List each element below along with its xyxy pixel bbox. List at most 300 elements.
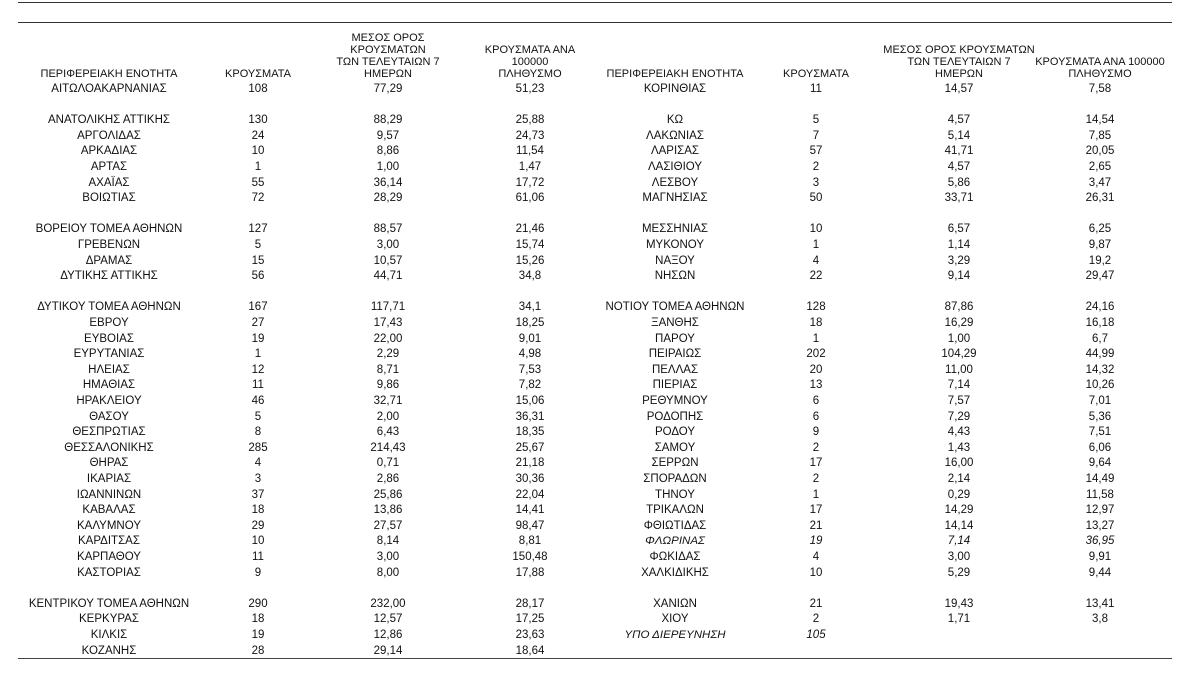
table-row: [600, 113, 1172, 129]
cases-cell: 6: [812, 395, 820, 407]
avg7-cell: 7,14: [947, 535, 971, 548]
region-cell: ΦΩΚΙΔΑΣ: [649, 551, 701, 563]
per100k-cell: 7,82: [518, 379, 542, 392]
table-row: [600, 612, 1172, 628]
header-per100k: ΚΡΟΥΣΜΑΤΑ ΑΝΑ 100000 ΠΛΗΘΥΣΜΟ: [1035, 56, 1165, 80]
table-row: [18, 488, 600, 504]
cases-cell: 19: [251, 629, 265, 641]
cases-cell: 105: [806, 629, 826, 641]
table-row: [18, 472, 600, 488]
cases-cell: 18: [251, 613, 265, 626]
table-row: [600, 503, 1172, 519]
table-row: [600, 566, 1172, 582]
per100k-cell: 7,53: [518, 363, 542, 376]
per100k-cell: 36,31: [515, 410, 545, 423]
cases-cell: 18: [809, 317, 823, 329]
region-cell: ΣΠΟΡΑΔΩΝ: [643, 473, 707, 485]
region-cell: ΚΙΛΚΙΣ: [90, 629, 128, 641]
cases-cell: 130: [248, 114, 268, 127]
cases-cell: 167: [248, 301, 268, 314]
avg7-cell: 2,00: [376, 410, 400, 423]
region-cell: ΚΑΣΤΟΡΙΑΣ: [77, 566, 141, 579]
cases-cell: 37: [251, 488, 265, 501]
table-row: [18, 176, 600, 192]
region-cell: ΕΒΡΟΥ: [89, 317, 129, 329]
per100k-cell: 28,17: [515, 597, 545, 610]
avg7-cell: 104,29: [941, 348, 977, 361]
table-row: [600, 222, 1172, 238]
per100k-cell: 2,65: [1088, 161, 1112, 173]
region-cell: ΗΛΕΙΑΣ: [88, 363, 130, 376]
avg7-cell: 10,57: [373, 254, 403, 267]
avg7-cell: 2,86: [376, 473, 400, 485]
cases-cell: 2: [812, 473, 820, 485]
table-row: [600, 269, 1172, 285]
cases-cell: 285: [248, 441, 268, 454]
region-cell: ΕΥΡΥΤΑΝΙΑΣ: [73, 348, 145, 361]
cases-cell: 3: [254, 473, 262, 485]
per100k-cell: 3,8: [1092, 613, 1108, 626]
avg7-cell: 3,00: [947, 551, 971, 563]
cases-cell: 46: [251, 395, 265, 407]
per100k-cell: 20,05: [1085, 145, 1115, 158]
table-row: [600, 488, 1172, 504]
cases-cell: 1: [254, 348, 262, 361]
per100k-cell: 17,72: [515, 176, 545, 189]
per100k-cell: 15,26: [515, 254, 545, 267]
per100k-cell: 9,91: [1088, 551, 1112, 563]
avg7-cell: 32,71: [373, 395, 403, 407]
region-cell: ΣΕΡΡΩΝ: [651, 457, 699, 470]
avg7-cell: 7,29: [947, 410, 971, 423]
region-cell: ΚΟΡΙΝΘΙΑΣ: [643, 83, 707, 95]
table-row: [18, 300, 600, 316]
per100k-cell: 16,18: [1085, 317, 1115, 329]
per100k-cell: 25,67: [515, 441, 545, 454]
region-cell: ΑΧΑΪΑΣ: [88, 176, 130, 189]
per100k-cell: 10,26: [1085, 379, 1115, 392]
avg7-cell: 14,57: [944, 83, 974, 95]
region-cell: ΓΡΕΒΕΝΩΝ: [77, 239, 141, 251]
table-row: [600, 597, 1172, 613]
per100k-cell: 13,41: [1085, 597, 1115, 610]
cases-cell: 21: [809, 519, 823, 532]
region-cell: ΛΕΣΒΟΥ: [651, 176, 699, 189]
cases-cell: 5: [812, 114, 820, 127]
cases-cell: 56: [251, 270, 265, 283]
cases-cell: 11: [810, 83, 822, 95]
region-cell: ΠΕΙΡΑΙΩΣ: [648, 348, 702, 361]
avg7-cell: 77,29: [373, 83, 403, 95]
avg7-cell: 232,00: [370, 597, 406, 610]
per100k-cell: 14,49: [1085, 473, 1115, 485]
header-avg7: ΜΕΣΟΣ ΟΡΟΣ ΚΡΟΥΣΜΑΤΩΝ ΤΩΝ ΤΕΛΕΥΤΑΙΩΝ 7 ΗΜΕΡΩΝ: [883, 44, 1035, 80]
region-cell: ΔΡΑΜΑΣ: [85, 254, 133, 267]
cases-cell: 1: [254, 161, 262, 173]
avg7-cell: 9,14: [947, 270, 971, 283]
avg7-cell: 2,29: [376, 348, 400, 361]
table-row: [600, 363, 1172, 379]
region-cell: ΠΑΡΟΥ: [655, 332, 695, 345]
header-region: ΠΕΡΙΦΕΡΕΙΑΚΗ ΕΝΟΤΗΤΑ: [40, 68, 178, 80]
cases-cell: 127: [248, 223, 268, 236]
avg7-cell: 1,71: [947, 613, 971, 626]
per100k-cell: 6,25: [1088, 223, 1112, 236]
table-row: [600, 550, 1172, 566]
cases-cell: 9: [254, 566, 262, 579]
cases-cell: 72: [251, 192, 265, 205]
header-cases: ΚΡΟΥΣΜΑΤΑ: [783, 68, 849, 80]
cases-cell: 10: [809, 566, 823, 579]
region-cell: ΝΟΤΙΟΥ ΤΟΜΕΑ ΑΘΗΝΩΝ: [605, 301, 745, 314]
per100k-cell: 11,54: [516, 145, 544, 158]
table-row: [18, 269, 600, 285]
per100k-cell: 9,87: [1088, 239, 1112, 251]
table-row: [18, 550, 600, 566]
per100k-cell: 26,31: [1085, 192, 1115, 205]
region-cell: ΙΩΑΝΝΙΝΩΝ: [76, 488, 142, 501]
per100k-cell: 12,97: [1085, 504, 1115, 517]
cases-cell: 3: [812, 176, 820, 189]
avg7-cell: 44,71: [373, 270, 403, 283]
region-cell: ΔΥΤΙΚΗΣ ΑΤΤΙΚΗΣ: [60, 270, 158, 283]
cases-cell: 29: [251, 519, 265, 532]
table-row: [600, 160, 1172, 176]
table-row: [18, 113, 600, 129]
avg7-cell: 4,43: [947, 426, 971, 439]
table-row: [18, 144, 600, 160]
avg7-cell: 3,29: [947, 254, 971, 267]
region-cell: ΑΡΤΑΣ: [90, 161, 128, 173]
cases-cell: 1: [812, 488, 820, 501]
avg7-cell: 5,29: [947, 566, 971, 579]
region-cell: ΠΙΕΡΙΑΣ: [652, 379, 698, 392]
avg7-cell: 16,00: [944, 457, 974, 470]
avg7-cell: 9,86: [376, 379, 400, 392]
region-cell: ΑΝΑΤΟΛΙΚΗΣ ΑΤΤΙΚΗΣ: [47, 114, 170, 127]
per100k-cell: 51,23: [515, 83, 545, 95]
table-row: [600, 82, 1172, 98]
avg7-cell: 1,43: [947, 441, 971, 454]
cases-cell: 6: [812, 410, 820, 423]
region-cell: ΤΡΙΚΑΛΩΝ: [646, 504, 704, 517]
per100k-cell: 22,04: [515, 488, 545, 501]
region-cell: ΒΟΡΕΙΟΥ ΤΟΜΕΑ ΑΘΗΝΩΝ: [35, 223, 183, 236]
cases-cell: 21: [809, 597, 823, 610]
region-cell: ΤΗΝΟΥ: [655, 488, 695, 501]
per100k-cell: 14,32: [1085, 363, 1115, 376]
cases-cell: 13: [809, 379, 823, 392]
region-cell: ΧΙΟΥ: [661, 613, 689, 626]
region-cell: ΗΜΑΘΙΑΣ: [82, 379, 136, 392]
avg7-cell: 29,14: [373, 644, 403, 657]
region-cell: ΚΕΝΤΡΙΚΟΥ ΤΟΜΕΑ ΑΘΗΝΩΝ: [28, 597, 190, 610]
left-table-header: [18, 32, 600, 80]
region-cell: ΜΕΣΣΗΝΙΑΣ: [641, 223, 709, 236]
cases-cell: 18: [251, 504, 265, 517]
cases-cell: 19: [251, 332, 265, 345]
avg7-cell: 5,14: [947, 129, 971, 142]
avg7-cell: 3,00: [376, 239, 400, 251]
region-cell: ΞΑΝΘΗΣ: [651, 317, 699, 329]
table-row: [18, 519, 600, 535]
table-row: [18, 534, 600, 550]
region-cell: ΕΥΒΟΙΑΣ: [84, 332, 134, 345]
per100k-cell: 17,25: [515, 613, 545, 626]
cases-cell: 22: [809, 270, 823, 283]
per100k-cell: 13,27: [1085, 519, 1115, 532]
table-row: [18, 191, 600, 207]
per100k-cell: 29,47: [1085, 270, 1115, 283]
table-row: [18, 347, 600, 363]
cases-cell: 128: [806, 301, 826, 314]
header-per100k: ΚΡΟΥΣΜΑΤΑ ΑΝΑ 100000 ΠΛΗΘΥΣΜΟ: [484, 44, 576, 80]
table-row: [18, 160, 600, 176]
region-cell: ΑΙΤΩΛΟΑΚΑΡΝΑΝΙΑΣ: [51, 83, 167, 95]
cases-cell: 27: [251, 317, 265, 329]
region-cell: ΧΑΝΙΩΝ: [653, 597, 697, 610]
header-cases: ΚΡΟΥΣΜΑΤΑ: [225, 68, 291, 80]
cases-cell: 55: [251, 176, 265, 189]
avg7-cell: 17,43: [373, 317, 403, 329]
table-row: [600, 347, 1172, 363]
avg7-cell: 33,71: [944, 192, 974, 205]
region-cell: ΘΕΣΠΡΩΤΙΑΣ: [72, 426, 146, 439]
per100k-cell: 61,06: [515, 192, 545, 205]
cases-cell: 17: [809, 504, 823, 517]
per100k-cell: 3,47: [1088, 176, 1112, 189]
avg7-cell: 8,14: [376, 535, 400, 548]
region-cell: ΧΑΛΚΙΔΙΚΗΣ: [641, 566, 709, 579]
cases-cell: 12: [251, 363, 265, 376]
avg7-cell: 1,14: [947, 239, 971, 251]
avg7-cell: 6,57: [947, 223, 971, 236]
per100k-cell: 24,16: [1085, 301, 1115, 314]
table-row: [600, 332, 1172, 348]
region-cell: ΡΟΔΟΠΗΣ: [646, 410, 704, 423]
per100k-cell: 18,64: [515, 644, 545, 657]
avg7-cell: 88,57: [373, 223, 403, 236]
cases-cell: 202: [806, 348, 826, 361]
table-row: [600, 191, 1172, 207]
cases-cell: 19: [809, 535, 823, 548]
region-cell: ΚΕΡΚΥΡΑΣ: [79, 613, 139, 626]
table-row: [18, 612, 600, 628]
region-cell: ΘΗΡΑΣ: [89, 457, 129, 470]
table-row: [18, 378, 600, 394]
per100k-cell: 7,58: [1088, 83, 1112, 95]
avg7-cell: 19,43: [944, 597, 974, 610]
table-row: [18, 597, 600, 613]
cases-cell: 15: [251, 254, 265, 267]
per100k-cell: 11,58: [1086, 488, 1114, 501]
avg7-cell: 117,71: [370, 301, 406, 314]
header-region: ΠΕΡΙΦΕΡΕΙΑΚΗ ΕΝΟΤΗΤΑ: [606, 68, 744, 80]
cases-cell: 10: [251, 145, 265, 158]
avg7-cell: 1,00: [376, 161, 400, 173]
avg7-cell: 8,00: [376, 566, 400, 579]
avg7-cell: 14,29: [944, 504, 974, 517]
table-row: [18, 503, 600, 519]
per100k-cell: 44,99: [1085, 348, 1115, 361]
avg7-cell: 41,71: [944, 145, 974, 158]
avg7-cell: 2,14: [947, 473, 971, 485]
table-row: [600, 534, 1172, 550]
region-cell: ΡΟΔΟΥ: [654, 426, 696, 439]
per100k-cell: 15,06: [515, 395, 545, 407]
table-row: [18, 254, 600, 270]
avg7-cell: 13,86: [373, 504, 403, 517]
cases-cell: 10: [251, 535, 265, 548]
per100k-cell: 7,85: [1088, 129, 1112, 142]
left-table: [18, 0, 600, 676]
per100k-cell: 4,98: [518, 348, 542, 361]
region-cell: ΡΕΘΥΜΝΟΥ: [642, 395, 708, 407]
avg7-cell: 5,86: [947, 176, 971, 189]
per100k-cell: 98,47: [515, 519, 545, 532]
cases-cell: 108: [248, 83, 268, 95]
per100k-cell: 21,46: [515, 223, 545, 236]
cases-cell: 57: [809, 145, 823, 158]
right-table-header: [600, 36, 1172, 80]
region-cell: ΦΘΙΩΤΙΔΑΣ: [643, 519, 707, 532]
table-row: [600, 394, 1172, 410]
table-row: [600, 472, 1172, 488]
table-row: [600, 176, 1172, 192]
table-row: [18, 456, 600, 472]
avg7-cell: 4,57: [947, 161, 971, 173]
cases-cell: 11: [252, 551, 264, 563]
per100k-cell: 34,1: [518, 301, 542, 314]
cases-cell: 9: [812, 426, 820, 439]
header-avg7: ΜΕΣΟΣ ΟΡΟΣ ΚΡΟΥΣΜΑΤΩΝ ΤΩΝ ΤΕΛΕΥΤΑΙΩΝ 7 ΗΜΕΡΩΝ: [336, 32, 440, 80]
avg7-cell: 11,00: [945, 363, 973, 376]
cases-cell: 5: [254, 239, 262, 251]
per100k-cell: 19,2: [1088, 254, 1112, 267]
cases-cell: 28: [251, 644, 265, 657]
per100k-cell: 9,01: [518, 332, 542, 345]
table-row: [18, 129, 600, 145]
avg7-cell: 22,00: [373, 332, 403, 345]
per100k-cell: 18,25: [515, 317, 545, 329]
cases-cell: 24: [251, 129, 265, 142]
table-row: [600, 129, 1172, 145]
avg7-cell: 12,86: [373, 629, 403, 641]
per100k-cell: 1,47: [518, 161, 542, 173]
avg7-cell: 1,00: [947, 332, 971, 345]
per100k-cell: 7,01: [1088, 395, 1112, 407]
table-row: [600, 300, 1172, 316]
region-cell: ΝΑΞΟΥ: [655, 254, 695, 267]
table-row: [600, 254, 1172, 270]
table-row: [18, 222, 600, 238]
region-cell: ΚΟΖΑΝΗΣ: [81, 644, 137, 657]
per100k-cell: 25,88: [515, 114, 545, 127]
cases-cell: 11: [252, 379, 264, 392]
region-cell: ΛΑΡΙΣΑΣ: [650, 145, 700, 158]
per100k-cell: 24,73: [515, 129, 545, 142]
per100k-cell: 34,8: [518, 270, 542, 283]
avg7-cell: 8,71: [376, 363, 400, 376]
table-row: [600, 628, 1172, 644]
table-row: [600, 519, 1172, 535]
cases-cell: 2: [812, 613, 820, 626]
per100k-cell: 6,06: [1088, 441, 1112, 454]
cases-cell: 10: [809, 223, 823, 236]
per100k-cell: 17,88: [515, 566, 545, 579]
per100k-cell: 7,51: [1088, 426, 1112, 439]
avg7-cell: 214,43: [370, 441, 406, 454]
avg7-cell: 87,86: [944, 301, 974, 314]
table-row: [600, 378, 1172, 394]
region-cell: ΙΚΑΡΙΑΣ: [86, 473, 132, 485]
table-row: [18, 332, 600, 348]
per100k-cell: 6,7: [1092, 332, 1108, 345]
cases-cell: 8: [254, 426, 262, 439]
per100k-cell: 18,35: [515, 426, 545, 439]
region-cell: ΘΑΣΟΥ: [89, 410, 129, 423]
region-cell: ΘΕΣΣΑΛΟΝΙΚΗΣ: [64, 441, 154, 454]
per100k-cell: 14,41: [515, 504, 545, 517]
right-table: [600, 0, 1172, 676]
per100k-cell: 14,54: [1085, 114, 1115, 127]
region-cell: ΛΑΚΩΝΙΑΣ: [646, 129, 704, 142]
bottom-border-line: [18, 658, 1172, 659]
region-cell: ΚΩ: [666, 114, 684, 127]
table-row: [600, 144, 1172, 160]
table-row: [18, 425, 600, 441]
table-row: [18, 394, 600, 410]
table-row: [600, 456, 1172, 472]
per100k-cell: 9,44: [1088, 566, 1112, 579]
avg7-cell: 88,29: [373, 114, 403, 127]
cases-cell: 5: [254, 410, 262, 423]
region-cell: ΑΡΚΑΔΙΑΣ: [80, 145, 138, 158]
region-cell: ΣΑΜΟΥ: [654, 441, 696, 454]
per100k-cell: 15,74: [515, 239, 545, 251]
avg7-cell: 25,86: [373, 488, 403, 501]
avg7-cell: 4,57: [947, 114, 971, 127]
table-row: [600, 410, 1172, 426]
avg7-cell: 7,57: [947, 395, 971, 407]
cases-cell: 4: [812, 254, 820, 267]
per100k-cell: 8,81: [518, 535, 542, 548]
table-row: [18, 644, 600, 660]
cases-cell: 1: [812, 332, 820, 345]
region-cell: ΝΗΣΩΝ: [654, 270, 696, 283]
avg7-cell: 0,29: [947, 488, 971, 501]
per100k-cell: 150,48: [512, 551, 548, 563]
cases-cell: 17: [809, 457, 823, 470]
per100k-cell: 36,95: [1085, 535, 1115, 548]
region-cell: ΥΠΟ ΔΙΕΡΕΥΝΗΣΗ: [624, 629, 726, 641]
per100k-cell: 30,36: [515, 473, 545, 485]
avg7-cell: 16,29: [944, 317, 974, 329]
cases-cell: 2: [812, 441, 820, 454]
cases-cell: 290: [248, 597, 268, 610]
table-row: [600, 238, 1172, 254]
region-cell: ΛΑΣΙΘΙΟΥ: [647, 161, 703, 173]
cases-cell: 2: [812, 161, 820, 173]
avg7-cell: 0,71: [376, 457, 400, 470]
per100k-cell: 9,64: [1088, 457, 1112, 470]
cases-cell: 7: [812, 129, 820, 142]
per100k-cell: 21,18: [515, 457, 545, 470]
table-row: [18, 628, 600, 644]
region-cell: ΦΛΩΡΙΝΑΣ: [645, 535, 705, 548]
region-cell: ΒΟΙΩΤΙΑΣ: [82, 192, 136, 205]
region-cell: ΠΕΛΛΑΣ: [651, 363, 699, 376]
